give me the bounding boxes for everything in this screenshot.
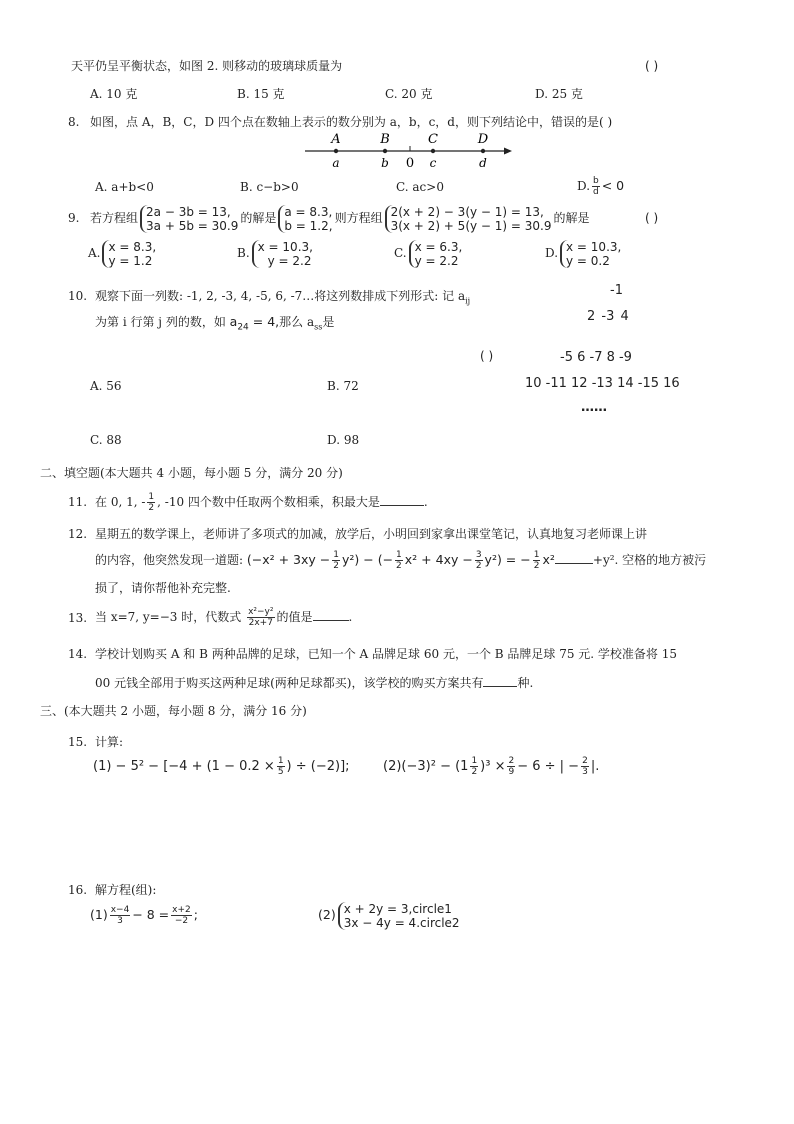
q8-option-a: A. a+b<0 — [95, 180, 154, 194]
fraction-denominator: 9 — [508, 767, 515, 777]
q9-system-2 — [385, 205, 552, 233]
fraction — [581, 756, 589, 777]
q10-line1 — [95, 288, 470, 309]
q8-option-d-tail: < 0 — [601, 178, 625, 193]
fraction-numerator: x+2 — [172, 905, 191, 915]
q8-number-line — [300, 128, 520, 174]
q10-line2-b: 那么 a — [279, 315, 315, 329]
q10-line2 — [95, 314, 334, 335]
q14-line2 — [95, 674, 533, 691]
q13-text — [95, 604, 352, 630]
q16-part1 — [90, 901, 198, 929]
system-line: 2a − 3b = 13, — [146, 204, 231, 219]
point-label-b-upper: B — [380, 132, 390, 147]
point-label-a-lower: a — [332, 156, 340, 170]
triangle-row-2: 2 -3 4 — [587, 309, 629, 324]
fraction-numerator: b — [593, 176, 599, 186]
q15-part2-d: |. — [590, 759, 600, 774]
q11-number: 11. — [68, 495, 88, 509]
q9-option-c — [394, 238, 464, 268]
q12-number: 12. — [68, 527, 88, 541]
fraction — [475, 550, 483, 571]
fraction-numerator: x−4 — [110, 905, 130, 915]
q8-option-d — [577, 174, 624, 198]
q7-option-b: B. 15 克 — [237, 87, 285, 101]
fraction-numerator: 1 — [533, 550, 540, 560]
q11-fraction — [147, 492, 155, 513]
q10-option-b: B. 72 — [327, 379, 359, 393]
q14-line1: 学校计划购买 A 和 B 两种品牌的足球，已知一个 A 品牌足球 60 元，一个 B 品牌足球 75 元. 学校准备将 15 — [95, 647, 677, 661]
q10-line2-eq-sub: 24 — [237, 322, 249, 333]
fraction-numerator: 1 — [277, 756, 284, 766]
fraction-numerator: 1 — [333, 550, 339, 560]
fraction-denominator: 2 — [475, 561, 482, 571]
q9-mid-1: 的解是 — [240, 211, 277, 225]
q9-answer-paren: ( ) — [645, 211, 659, 225]
q15-part2 — [383, 753, 599, 781]
q12-line3: 损了，请你帮他补充完整. — [95, 581, 231, 595]
origin-label: 0 — [405, 156, 415, 171]
q11-text-b: , -10 四个数中任取两个数相乘，积最大是 — [157, 495, 380, 509]
q8-stem: 如图，点 A，B，C，D 四个点在数轴上表示的数分别为 a，b，c，d，则下列结论中，错误的是( ) — [90, 115, 613, 129]
fraction-denominator: d — [593, 187, 599, 197]
triangle-row-3: -5 6 -7 8 -9 — [560, 350, 632, 365]
system-line: a = 8.3, — [284, 204, 333, 219]
q9-system-1 — [140, 205, 238, 233]
fraction — [332, 550, 340, 571]
q14-answer-blank[interactable] — [483, 674, 517, 687]
q9-option-d — [545, 238, 623, 268]
q10-option-a: A. 56 — [90, 379, 122, 393]
option-system — [102, 240, 156, 268]
fraction — [470, 756, 478, 777]
point-label-a-upper: A — [331, 132, 341, 147]
option-system — [252, 240, 313, 268]
q10-number: 10. — [68, 289, 88, 303]
triangle-row-1: -1 — [610, 283, 623, 298]
q9-option-a — [88, 238, 158, 268]
system-line: y = 0.2 — [566, 253, 610, 268]
system-line: 3(x + 2) + 5(y − 1) = 30.9 — [390, 218, 552, 233]
q12-expr-5: x² — [542, 552, 555, 567]
q15-label: 计算: — [95, 735, 124, 749]
triangle-row-ellipsis: …… — [581, 400, 607, 415]
system-line: x = 10.3, — [566, 239, 622, 254]
q12-expr-1: (−x² + 3xy − — [246, 552, 331, 567]
q8-option-d-label: D. — [577, 179, 591, 193]
q11-text-c: . — [423, 495, 428, 509]
q8-number: 8. — [68, 115, 80, 129]
q7-stem: 天平仍呈平衡状态，如图 2. 则移动的玻璃球质量为 — [71, 59, 343, 73]
fraction-denominator: 2x+7 — [248, 618, 273, 628]
system-line: 3a + 5b = 30.9 — [146, 218, 239, 233]
q9-tail: 的解是 — [553, 211, 590, 225]
q16-number: 16. — [68, 883, 88, 897]
q7-option-d: D. 25 克 — [535, 87, 583, 101]
fraction-numerator: 2 — [582, 756, 588, 766]
fraction-denominator: 2 — [471, 767, 478, 777]
q15-part2-c: − 6 ÷ | − — [517, 759, 580, 774]
fraction-denominator: 2 — [148, 503, 155, 513]
q16-label: 解方程(组): — [95, 883, 157, 897]
section3-title: 三、(本大题共 2 小题，每小题 8 分，满分 16 分) — [40, 704, 307, 718]
q14-line2-a: 00 元钱全部用于购买这两种足球(两种足球都买)，该学校的购买方案共有 — [95, 676, 484, 690]
q7-answer-paren: ( ) — [645, 59, 659, 73]
q12-line2-a: 的内容，他突然发现一道题: — [95, 553, 244, 567]
q10-line1-sub: ij — [465, 296, 471, 306]
option-label: A. — [88, 246, 101, 260]
fraction-denominator: 2 — [533, 561, 540, 571]
fraction — [533, 550, 541, 571]
system-line: b = 1.2, — [284, 218, 333, 233]
q10-option-d: D. 98 — [327, 433, 360, 447]
fraction — [395, 550, 403, 571]
q7-option-a: A. 10 克 — [90, 87, 138, 101]
system-line: 3x − 4y = 4.circle2 — [343, 915, 460, 930]
q7-option-c: C. 20 克 — [385, 87, 433, 101]
q10-line2-a: 为第 i 行第 j 列的数，如 — [95, 315, 226, 329]
q16-part2-label: (2) — [318, 907, 336, 922]
q13-number: 13. — [68, 611, 88, 625]
q8-option-d-fraction — [592, 176, 600, 197]
fraction-numerator: x²−y² — [248, 607, 274, 617]
triangle-row-4: 10 -11 12 -13 14 -15 16 — [525, 376, 680, 391]
q13-text-a: 当 x=7, y=−3 时，代数式 — [95, 610, 242, 624]
point-label-d-upper: D — [477, 132, 489, 147]
point-label-c-lower: c — [429, 156, 437, 170]
point-label-b-lower: b — [381, 156, 389, 170]
q9-stem — [90, 203, 590, 233]
q16-part1-tail: ; — [193, 907, 198, 922]
system-line: 2(x + 2) − 3(y − 1) = 13, — [390, 204, 544, 219]
fraction-denominator: 5 — [277, 767, 284, 777]
q12-expr-2: y²) − (− — [341, 552, 394, 567]
system-line: y = 2.2 — [414, 253, 459, 268]
fraction-numerator: 1 — [396, 550, 402, 560]
fraction-numerator: 3 — [475, 550, 482, 560]
system-line: y = 1.2 — [108, 253, 153, 268]
q10-answer-paren: ( ) — [480, 349, 494, 363]
fraction-denominator: 3 — [582, 767, 588, 777]
q13-text-c: . — [348, 610, 353, 624]
q10-line2-b-sub: ss — [314, 322, 323, 332]
section2-title: 二、填空题(本大题共 4 小题，每小题 5 分，满分 20 分) — [40, 466, 343, 480]
fraction — [171, 905, 192, 926]
q10-line2-eq: a — [229, 314, 238, 329]
system-line: x + 2y = 3,circle1 — [343, 901, 452, 916]
q9-number: 9. — [68, 211, 80, 225]
fraction-denominator: −2 — [174, 916, 189, 926]
q15-part1-b: ) ÷ (−2)]; — [286, 759, 350, 774]
system-line: x = 8.3, — [108, 239, 157, 254]
q13-answer-blank[interactable] — [313, 608, 349, 621]
q12-line1: 星期五的数学课上，老师讲了多项式的加减，放学后，小明回到家拿出课堂笔记，认真地复习老师课上讲 — [95, 527, 648, 541]
q15-part2-a: (2)(−3)² − (1 — [383, 759, 469, 774]
q10-line2-c: 是 — [322, 315, 335, 329]
fraction-numerator: 1 — [471, 756, 478, 766]
option-system — [560, 240, 621, 268]
q9-option-b — [237, 238, 315, 268]
q16-part2 — [318, 898, 462, 932]
fraction-denominator: 2 — [333, 561, 339, 571]
q15-part1 — [93, 753, 350, 781]
q16-system — [338, 902, 460, 930]
q14-line2-b: 种. — [517, 676, 534, 690]
q13-fraction — [247, 607, 274, 628]
q15-part2-b: )³ × — [480, 759, 506, 774]
fraction-denominator: 2 — [396, 561, 402, 571]
q11-text: 在 0, 1, - $\frac{1}{2}$ , -10 四个数中任取两个数相乘，积最大是 . — [95, 492, 428, 513]
q14-number: 14. — [68, 647, 88, 661]
q8-option-c: C. ac>0 — [396, 180, 444, 194]
q12-line2-tail: +y². 空格的地方被污 — [592, 553, 707, 567]
q8-option-b: B. c−b>0 — [240, 180, 299, 194]
fraction — [277, 756, 285, 777]
q10-line2-eq-tail: = 4, — [248, 314, 280, 329]
fraction — [110, 905, 131, 926]
option-label: B. — [237, 246, 250, 260]
fraction-denominator: 3 — [117, 916, 123, 926]
q9-mid-2: 则方程组 — [334, 211, 383, 225]
q12-expr-4: y²) = − — [484, 552, 531, 567]
q9-solution-1 — [278, 205, 332, 233]
q11-answer-blank[interactable] — [380, 493, 424, 506]
q12-line2 — [95, 546, 706, 574]
q16-part1-label: (1) — [90, 907, 108, 922]
option-label: C. — [394, 246, 407, 260]
option-label: D. — [545, 246, 559, 260]
system-line: x = 10.3, — [257, 239, 313, 254]
point-label-c-upper: C — [428, 132, 438, 147]
q16-part1-mid: − 8 = — [132, 907, 170, 922]
q15-part1-a: (1) − 5² − [−4 + (1 − 0.2 × — [93, 759, 275, 774]
fraction-numerator: 1 — [148, 492, 155, 502]
q10-option-c: C. 88 — [90, 433, 122, 447]
point-label-d-lower: d — [479, 156, 487, 170]
system-line: x = 6.3, — [414, 239, 463, 254]
q9-lead: 若方程组 — [90, 211, 139, 225]
q10-line1-text: 观察下面一列数: -1, 2, -3, 4, -5, 6, -7…将这列数排成下列形式: 记 a — [95, 289, 466, 303]
option-system — [409, 240, 463, 268]
q12-answer-blank[interactable] — [555, 551, 593, 564]
fraction — [507, 756, 515, 777]
fraction-numerator: 2 — [508, 756, 515, 766]
q15-number: 15. — [68, 735, 88, 749]
q13-text-b: 的值是 — [276, 610, 313, 624]
q11-text-a: 在 0, 1, — [95, 495, 142, 509]
system-line: y = 2.2 — [267, 253, 312, 268]
q12-expr-3: x² + 4xy − — [404, 552, 473, 567]
